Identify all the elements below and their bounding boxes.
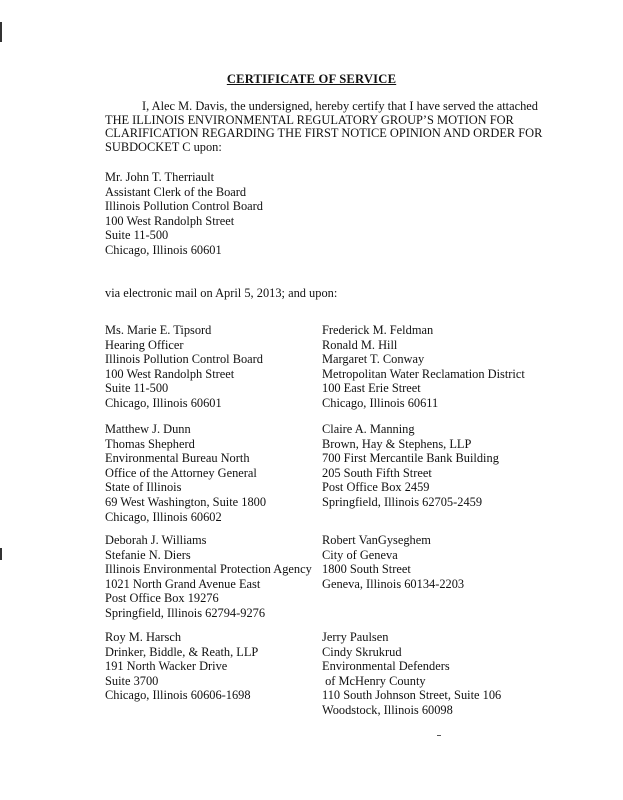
- address-line: Brown, Hay & Stephens, LLP: [322, 436, 472, 451]
- address-line: Mr. John T. Therriault: [105, 170, 215, 184]
- address-line: Assistant Clerk of the Board: [105, 184, 247, 199]
- recipient-address: [105, 533, 312, 621]
- address-line: Post Office Box 19276: [105, 591, 219, 606]
- recipient-address: [105, 422, 266, 524]
- address-line: 100 East Erie Street: [322, 381, 421, 396]
- address-line: Suite 3700: [105, 673, 159, 688]
- address-line: Illinois Pollution Control Board: [105, 199, 263, 214]
- address-line: 1800 South Street: [322, 562, 411, 577]
- recipient-address: [105, 323, 263, 411]
- address-line: Post Office Box 2459: [322, 480, 430, 495]
- address-line: Hearing Officer: [105, 337, 184, 352]
- intro-line: I, Alec M. Davis, the undersigned, hereby certify that I have served the attached: [142, 99, 539, 113]
- address-line: 205 South Fifth Street: [322, 465, 432, 480]
- address-line: 69 West Washington, Suite 1800: [105, 494, 267, 509]
- intro-line: THE ILLINOIS ENVIRONMENTAL REGULATORY GROUP’S MOTION FOR: [105, 112, 514, 127]
- address-line: Ronald M. Hill: [322, 337, 398, 352]
- address-line: Margaret T. Conway: [322, 352, 425, 367]
- intro-paragraph: [105, 100, 550, 154]
- address-line: of McHenry County: [322, 673, 426, 688]
- recipient-address: [322, 630, 501, 718]
- recipient-address: [105, 630, 258, 703]
- address-line: Springfield, Illinois 62705-2459: [322, 494, 483, 509]
- address-line: State of Illinois: [105, 480, 182, 495]
- recipient-address: [322, 422, 499, 510]
- address-line: Stefanie N. Diers: [105, 547, 191, 562]
- scan-edge-mark: [0, 22, 2, 42]
- recipient-address: [322, 533, 464, 591]
- address-line: Chicago, Illinois 60601: [105, 242, 222, 257]
- scan-speck: [437, 735, 441, 736]
- address-line: Claire A. Manning: [322, 422, 415, 436]
- address-line: Robert VanGyseghem: [322, 533, 431, 547]
- address-line: Springfield, Illinois 62794-9276: [105, 605, 266, 620]
- address-line: Geneva, Illinois 60134-2203: [322, 576, 465, 591]
- address-line: Thomas Shepherd: [105, 436, 195, 451]
- address-line: City of Geneva: [322, 547, 398, 562]
- address-line: 110 South Johnson Street, Suite 106: [322, 688, 502, 703]
- address-line: Matthew J. Dunn: [105, 422, 191, 436]
- address-line: Illinois Pollution Control Board: [105, 352, 263, 367]
- primary-recipient-address: [105, 170, 263, 258]
- address-line: Chicago, Illinois 60606-1698: [105, 688, 251, 703]
- address-line: Illinois Environmental Protection Agency: [105, 562, 312, 577]
- address-line: 191 North Wacker Drive: [105, 659, 228, 674]
- service-method-line: via electronic mail on April 5, 2013; and upon:: [105, 286, 338, 300]
- address-line: 1021 North Grand Avenue East: [105, 576, 261, 591]
- address-line: Chicago, Illinois 60601: [105, 395, 222, 410]
- address-line: Suite 11-500: [105, 228, 169, 243]
- address-line: Jerry Paulsen: [322, 630, 389, 644]
- address-line: Chicago, Illinois 60611: [322, 395, 439, 410]
- page-title: CERTIFICATE OF SERVICE: [226, 72, 397, 86]
- address-line: 100 West Randolph Street: [105, 213, 235, 228]
- address-line: Woodstock, Illinois 60098: [322, 702, 453, 717]
- address-line: Suite 11-500: [105, 381, 169, 396]
- recipient-address: [322, 323, 525, 411]
- address-line: 700 First Mercantile Bank Building: [322, 451, 499, 466]
- address-line: Metropolitan Water Reclamation District: [322, 366, 525, 381]
- address-line: Drinker, Biddle, & Reath, LLP: [105, 644, 259, 659]
- address-line: 100 West Randolph Street: [105, 366, 235, 381]
- address-line: Ms. Marie E. Tipsord: [105, 323, 212, 337]
- scan-edge-mark: [0, 548, 2, 560]
- address-line: Deborah J. Williams: [105, 533, 207, 547]
- address-line: Office of the Attorney General: [105, 465, 257, 480]
- address-line: Environmental Bureau North: [105, 451, 250, 466]
- intro-line: CLARIFICATION REGARDING THE FIRST NOTICE OPINION AND ORDER FOR: [105, 126, 543, 141]
- address-line: Chicago, Illinois 60602: [105, 509, 222, 524]
- address-line: Cindy Skrukrud: [322, 644, 402, 659]
- address-line: Environmental Defenders: [322, 659, 450, 674]
- address-line: Frederick M. Feldman: [322, 323, 434, 337]
- intro-line: SUBDOCKET C upon:: [105, 139, 222, 154]
- address-line: Roy M. Harsch: [105, 630, 182, 644]
